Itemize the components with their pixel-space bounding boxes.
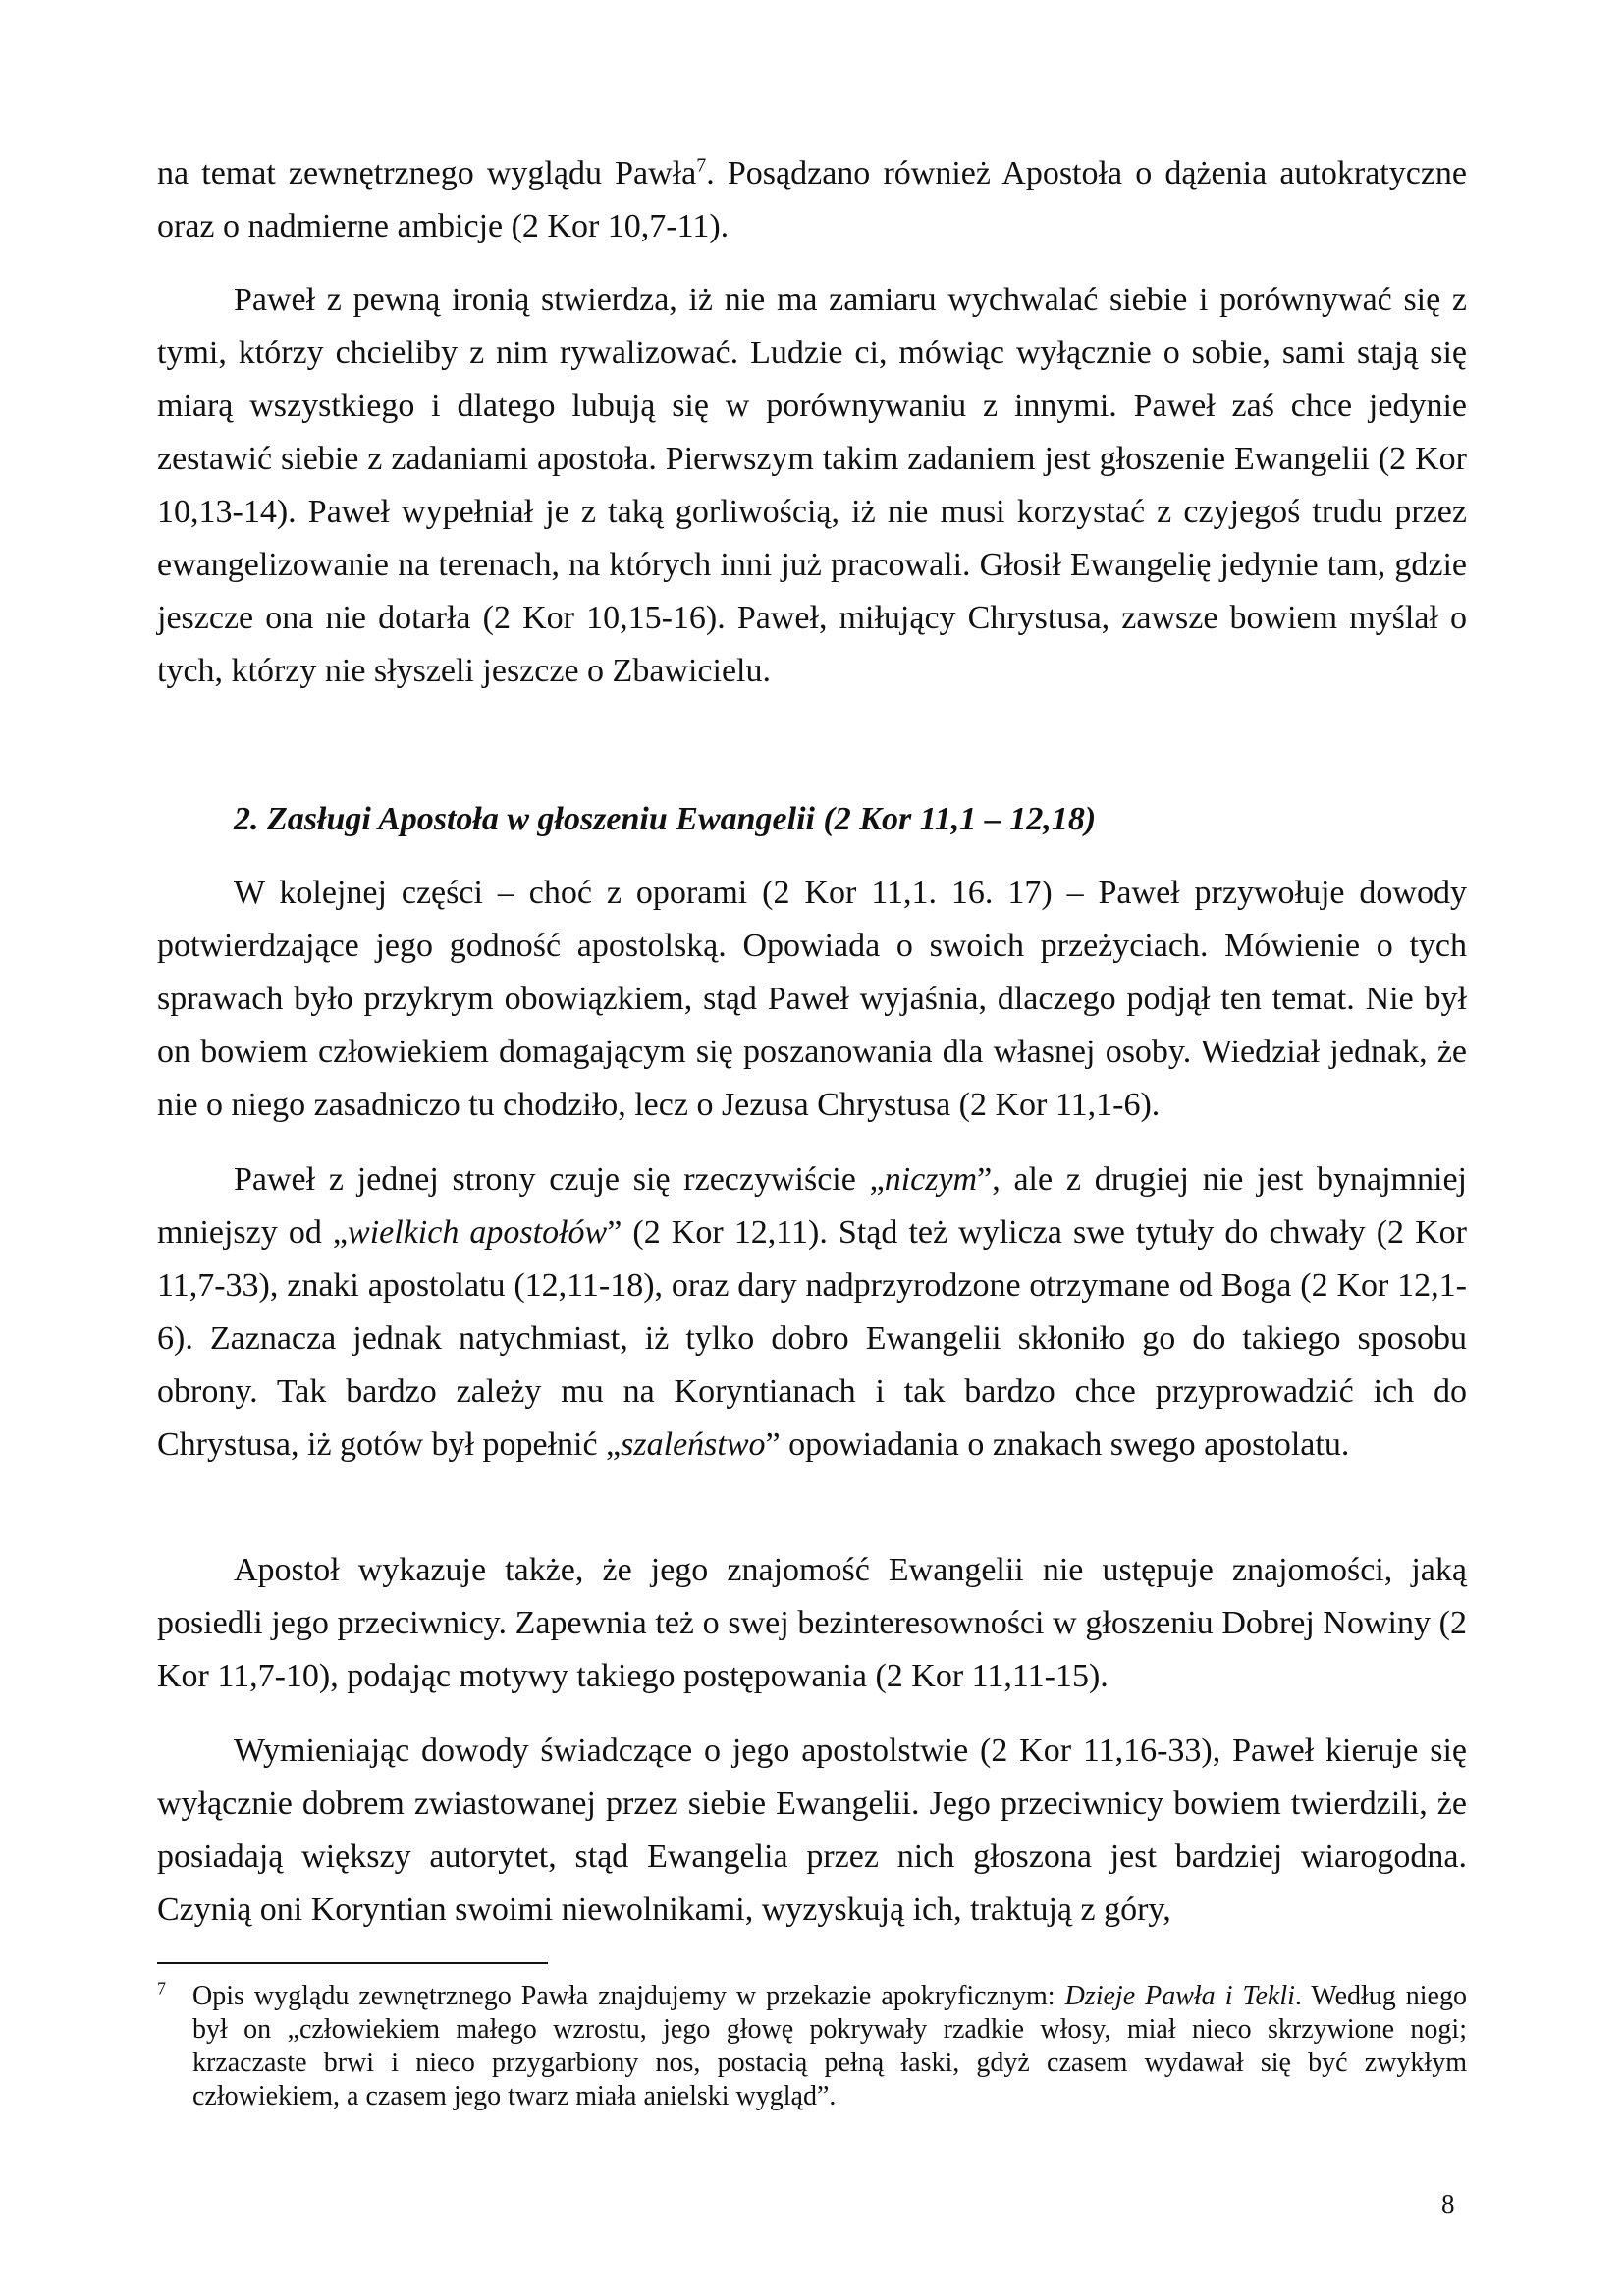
- paragraph-continuation: [157, 147, 1467, 253]
- paragraph-text: ”, ale z drugiej nie jest bynajmniej mniejszy od „: [157, 1161, 1467, 1251]
- footnote-italic-title: Dzieje Pawła i Tekli: [1064, 1981, 1295, 2011]
- italic-quote: wielkich apostołów: [348, 1214, 608, 1251]
- footnote-number: 7: [157, 1978, 166, 1999]
- italic-quote: niczym: [884, 1161, 978, 1198]
- paragraph-proofs-of-apostleship: Wymieniając dowody świadczące o jego apostolstwie (2 Kor 11,16-33), Paweł kieruje się wyłącznie dobrem zwiastowanej przez siebie Ewangelii. Jego przeciwnicy bowiem twierdzili, że posiadają większy autorytet, stąd Ewangelia przez nich głoszona jest bardziej wiarogodna. Czynią oni Koryntian swoimi niewolnikami, wyzyskują ich, traktują z góry,: [157, 1733, 1467, 1928]
- footnote-text: Opis wyglądu zewnętrznego Pawła znajdujemy w przekazie apokryficznym:: [192, 1981, 1065, 2011]
- paragraph-titles-of-glory: [157, 1153, 1467, 1471]
- footnote-separator: [157, 1962, 548, 1964]
- paragraph-text: ” (2 Kor 12,11). Stąd też wylicza swe tytuły do chwały (2 Kor 11,7-33), znaki apostolatu (12,11-18), oraz dary nadprzyrodzone otrzymane od Boga (2 Kor 12,1-6). Zaznacza jednak natychmiast, iż tylko dobro Ewangelii skłoniło go do takiego sposobu obrony. Tak bardzo zależy mu na Koryntianach i tak bardzo chce przyprowadzić ich do Chrystusa, iż gotów był popełnić „: [157, 1214, 1468, 1463]
- italic-quote: szaleństwo: [621, 1426, 766, 1463]
- footnote-reference[interactable]: 7: [696, 154, 707, 177]
- footnote: [157, 1980, 1467, 2113]
- paragraph-text: na temat zewnętrznego wyglądu Pawła: [157, 155, 697, 191]
- page-number: 8: [1441, 2189, 1455, 2218]
- section-heading: 2. Zasługi Apostoła w głoszeniu Ewangelii (2 Kor 11,1 – 12,18): [234, 801, 1097, 837]
- paragraph-comparison: Paweł z pewną ironią stwierdza, iż nie ma zamiaru wychwalać siebie i porównywać się z tymi, którzy chcieliby z nim rywalizować. Ludzie ci, mówiąc wyłącznie o sobie, sami stają się miarą wszystkiego i dlatego lubują się w porównywaniu z innymi. Paweł zaś chce jedynie zestawić siebie z zadaniami apostoła. Pierwszym takim zadaniem jest głoszenie Ewangelii (2 Kor 10,13-14). Paweł wypełniał je z taką gorliwością, iż nie musi korzystać z czyjegoś trudu przez ewangelizowanie na terenach, na których inni już pracowali. Głosił Ewangelię jedynie tam, gdzie jeszcze ona nie dotarła (2 Kor 10,15-16). Paweł, miłujący Chrystusa, zawsze bowiem myślał o tych, którzy nie słyszeli jeszcze o Zbawicielu.: [157, 282, 1467, 689]
- paragraph-apostolic-dignity: W kolejnej części – choć z oporami (2 Kor 11,1. 16. 17) – Paweł przywołuje dowody potwierdzające jego godność apostolską. Opowiada o swoich przeżyciach. Mówienie o tych sprawach było przykrym obowiązkiem, stąd Paweł wyjaśnia, dlaczego podjął ten temat. Nie był on bowiem człowiekiem domagającym się poszanowania dla własnej osoby. Wiedział jednak, że nie o niego zasadniczo tu chodziło, lecz o Jezusa Chrystusa (2 Kor 11,1-6).: [157, 875, 1467, 1123]
- footnote-number-wrap: [157, 1980, 192, 2013]
- paragraph-text: . Posądzano również Apostoła o dążenia autokratyczne oraz o nadmierne ambicje (2 Kor 10,7-11).: [157, 155, 1467, 244]
- footnote-text: . Według niego był on „człowiekiem małego wzrostu, jego głowę pokrywały rzadkie włosy, miał nieco skrzywione nogi; krzaczaste brwi i nieco przygarbiony nos, postacią pełną łaski, gdyż czasem wydawał się być zwykłym człowiekiem, a czasem jego twarz miała anielski wygląd”.: [192, 1981, 1467, 2111]
- paragraph-knowledge-of-gospel: Apostoł wykazuje także, że jego znajomość Ewangelii nie ustępuje znajomości, jaką posiedli jego przeciwnicy. Zapewnia też o swej bezinteresowności w głoszeniu Dobrej Nowiny (2 Kor 11,7-10), podając motywy takiego postępowania (2 Kor 11,11-15).: [157, 1552, 1467, 1694]
- paragraph-text: ” opowiadania o znakach swego apostolatu.: [765, 1426, 1350, 1463]
- paragraph-text: Paweł z jednej strony czuje się rzeczywiście „: [234, 1161, 885, 1198]
